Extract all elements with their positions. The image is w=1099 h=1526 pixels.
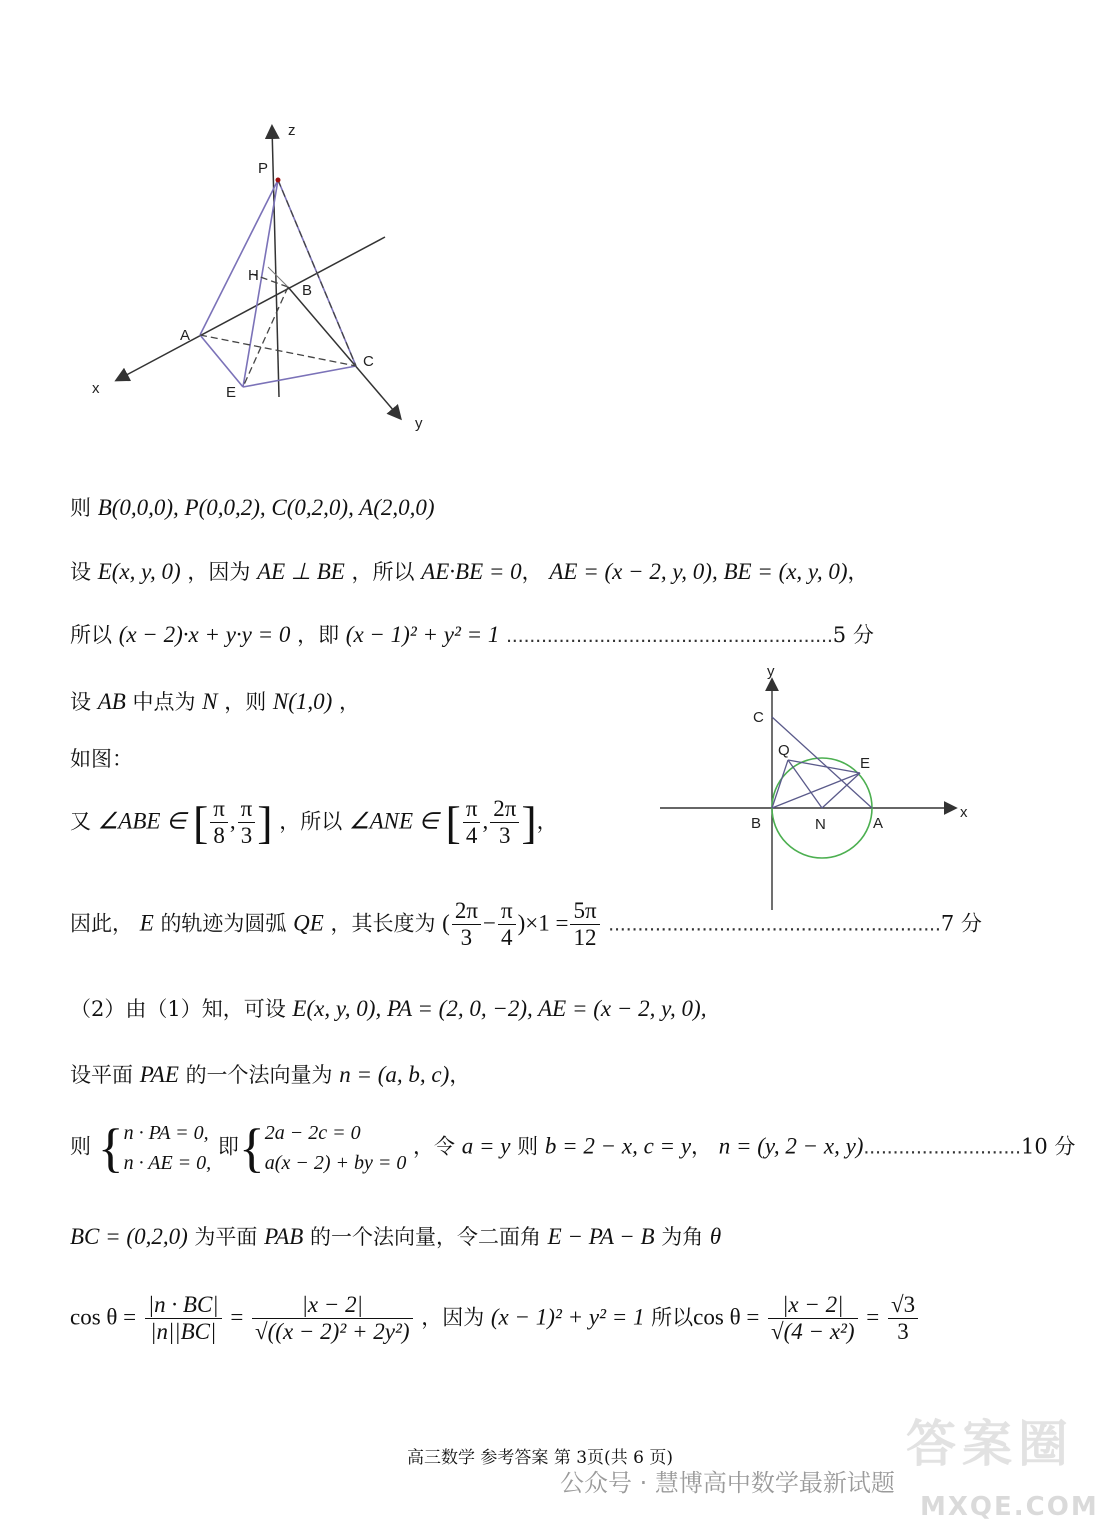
frac-den: 3 (460, 925, 473, 951)
math-circle-equation: (x − 1)² + y² = 1 (490, 1304, 645, 1330)
frac-num: |n · BC| (145, 1292, 222, 1319)
math-part2-vectors: E(x, y, 0), PA = (2, 0, −2), AE = (x − 2, y, 0), (292, 996, 707, 1021)
leader-dots: ........................... (863, 1135, 1021, 1159)
label-2d-Q: Q (778, 742, 790, 759)
text: 如图： (70, 747, 133, 771)
text: 因此， (70, 911, 133, 936)
text: 的轨迹为圆弧 (160, 911, 287, 936)
math-bc-vector: BC = (0,2,0) (70, 1224, 188, 1249)
math-plane-pab: PAB (264, 1224, 304, 1249)
math-theta: θ (709, 1224, 722, 1249)
leader-dots: ........................................................ (506, 624, 833, 647)
math-eq: = (230, 1304, 244, 1330)
math-plane-pae: PAE (139, 1062, 179, 1087)
math-equation-1: (x − 2)·x + y·y = 0 (118, 622, 291, 647)
label-A: A (180, 327, 191, 344)
frac-den: √(4 − x²) (771, 1319, 855, 1345)
text: 中点为 (132, 690, 196, 714)
text: ，其长度为 (330, 911, 436, 936)
label-2d-x: y (767, 663, 775, 680)
math-ab: AB (97, 689, 126, 714)
label-H: H (248, 267, 259, 284)
frac-num: |x − 2| (252, 1292, 413, 1319)
label-2d-y: x (960, 804, 968, 821)
text: ，因为 (187, 560, 251, 584)
frac-den: 4 (465, 823, 478, 849)
frac-num: π (238, 796, 256, 823)
math-n-result: n = (y, 2 − x, y) (718, 1133, 864, 1159)
text: ，令 (413, 1134, 456, 1159)
frac-num: √3 (888, 1292, 918, 1319)
text: （2）由（1）知，可设 (70, 997, 286, 1021)
score-5: 5 分 (832, 623, 874, 647)
line-part2 (70, 994, 706, 1024)
math-dot-product: AE·BE = 0 (421, 559, 522, 584)
text: ， (521, 560, 543, 584)
text: 的一个法向量，令二面角 (309, 1225, 541, 1249)
text: ， (339, 690, 360, 714)
text: ，所以 (351, 560, 415, 584)
label-2d-C: C (753, 709, 764, 726)
frac-den: 12 (573, 925, 597, 951)
label-2d-B: B (751, 815, 762, 832)
frac-num: |x − 2| (768, 1292, 858, 1319)
circle-2d-figure (655, 660, 975, 915)
text: ，所以 (279, 809, 343, 834)
frac-num: 2π (452, 898, 481, 925)
z-axis (272, 127, 279, 397)
watermark-site: MXQE.COM (920, 1492, 1099, 1522)
pyramid-3d-figure (60, 110, 440, 450)
frac-num: 2π (490, 796, 519, 823)
math-arc-qe: QE (293, 910, 324, 936)
leader-dots: ......................................................... (608, 912, 941, 936)
math-dihedral: E − PA − B (547, 1224, 655, 1249)
text: 的一个法向量为 (185, 1063, 333, 1087)
math-n: N (202, 689, 218, 714)
line-midpoint (70, 687, 360, 717)
text: 即 (217, 1134, 239, 1159)
math-normal-n: n = (a, b, c) (339, 1062, 450, 1087)
frac-num: π (463, 796, 481, 823)
math-angle-abe: ∠ABE ∈ (97, 808, 187, 834)
frac-den: 3 (897, 1319, 909, 1345)
math-let-a: a = y (461, 1133, 511, 1159)
label-P: P (258, 160, 269, 177)
math-system-2: n · AE = 0, (123, 1152, 212, 1174)
frac-den: 3 (240, 823, 253, 849)
frac-num: π (498, 898, 516, 925)
label-2d-E: E (860, 755, 871, 772)
text: 则 (70, 496, 91, 520)
line-bc-normal (70, 1222, 721, 1252)
label-C: C (363, 353, 374, 370)
text: ， (691, 1134, 713, 1159)
math-cos: cos θ = (70, 1304, 137, 1330)
line-normal-vector (70, 1060, 470, 1090)
math-e: E(x, y, 0) (97, 559, 181, 584)
math-cos: cos θ = (693, 1304, 760, 1330)
score-7: 7 分 (940, 911, 982, 936)
text: 为角 (661, 1225, 704, 1249)
line-as-shown (70, 746, 133, 773)
text: 则 (70, 1134, 91, 1159)
watermark-logo: 答案圈 (906, 1415, 1074, 1473)
text: ，则 (224, 690, 267, 714)
text: ， (449, 1063, 471, 1087)
text: 则 (517, 1134, 539, 1159)
math-system-4: a(x − 2) + by = 0 (264, 1152, 407, 1174)
frac-den: 4 (501, 925, 513, 951)
text: 所以 (651, 1305, 694, 1330)
frac-den: 8 (213, 823, 225, 849)
math-coordinates: B(0,0,0), P(0,0,2), C(0,2,0), A(2,0,0) (97, 495, 435, 520)
math-bc: b = 2 − x, c = y (544, 1133, 692, 1159)
math-vectors: AE = (x − 2, y, 0), BE = (x, y, 0) (549, 559, 848, 584)
math-times: ×1 = (525, 910, 569, 936)
score-10: 10 分 (1020, 1134, 1076, 1159)
text: ， (536, 809, 558, 834)
label-E: E (226, 384, 237, 401)
frac-den: √((x − 2)² + 2y²) (255, 1319, 410, 1345)
line-arc-length: 因此， E 的轨迹为圆弧 QE ，其长度为 ( $\frac{2\pi}{3}$ − $\frac{\pi}{4}$ )×1 = $\frac{5\pi}{12}$ .........................................................7 分 (70, 898, 982, 951)
frac-den: 3 (499, 823, 511, 849)
y-axis (288, 287, 400, 418)
label-y: y (415, 415, 423, 432)
label-z: z (288, 122, 296, 139)
label-B: B (302, 282, 313, 299)
frac-den: |n||BC| (150, 1319, 217, 1345)
label-x: x (92, 380, 100, 397)
frac-num: π (210, 796, 228, 823)
page-footer: 高三数学 参考答案 第 3页(共 6 页) (407, 1448, 673, 1468)
math-eq: = (866, 1304, 880, 1330)
frac-num: 5π (570, 898, 599, 925)
line-coordinates (70, 493, 435, 523)
line-cos-theta (70, 1292, 920, 1346)
text: 设平面 (70, 1063, 133, 1087)
line-angle-range: 又 ∠ABE ∈ [ $\frac{\pi}{8}$ , $\frac{\pi}{3}$ ] ，所以 ∠ANE ∈ [ $\frac{\pi}{4}$ , $\frac{2\pi}{3}$ ]， (70, 796, 558, 849)
text: 所以 (70, 623, 112, 647)
text: ， (847, 560, 869, 584)
math-perp: AE ⊥ BE (257, 559, 345, 584)
math-angle-ane: ∠ANE ∈ (348, 808, 439, 834)
line-system: 则 {n · PA = 0, n · AE = 0, 即{2a − 2c = 0 a(x − 2) + by = 0 ，令 a = y 则 b = 2 − x, c = y， n = (y, 2 − x, y)...........................10 分 (70, 1118, 1076, 1178)
text: 设 (70, 560, 91, 584)
line-set-e (70, 557, 869, 587)
math-n-coord: N(1,0) (272, 689, 333, 714)
text: 为平面 (194, 1225, 258, 1249)
label-2d-A: A (873, 815, 884, 832)
x-axis (117, 237, 385, 380)
watermark-text: 公众号 · 慧博高中数学最新试题 (560, 1469, 895, 1497)
math-circle-equation: (x − 1)² + y² = 1 (345, 622, 500, 647)
text: ，因为 (421, 1305, 485, 1330)
label-2d-N: N (815, 816, 826, 833)
math-system-1: n · PA = 0, (123, 1122, 209, 1144)
line-equation (70, 620, 874, 650)
text: 又 (70, 809, 91, 834)
math-e: E (139, 910, 154, 936)
math-system-3: 2a − 2c = 0 (264, 1122, 361, 1144)
text: ，即 (297, 623, 340, 647)
text: 设 (70, 690, 91, 714)
